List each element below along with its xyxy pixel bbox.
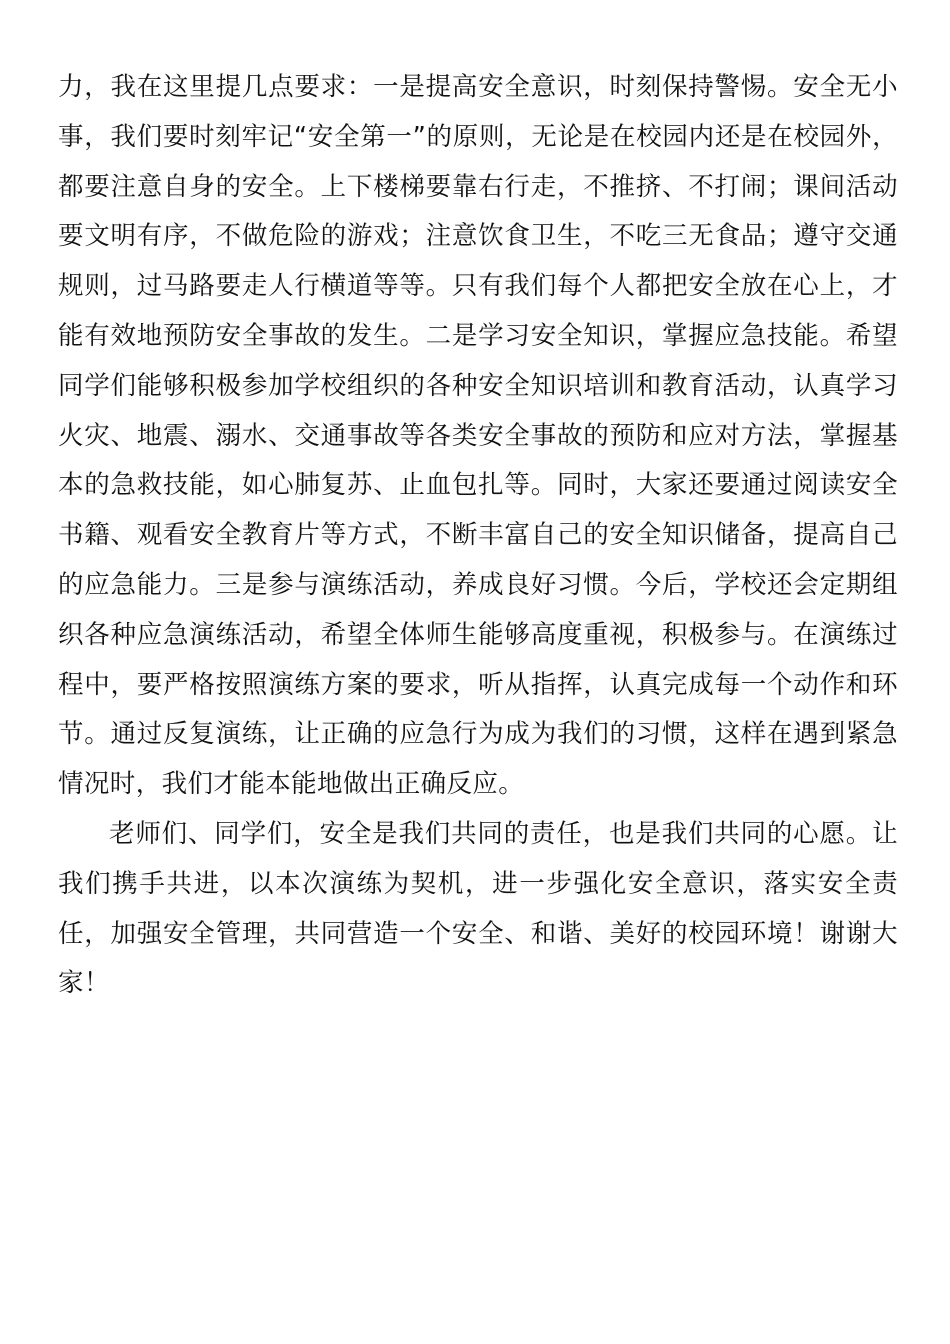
paragraph-closing-remarks: 老师们、同学们，安全是我们共同的责任，也是我们共同的心愿。让我们携手共进，以本次演练为契机，进一步强化安全意识，落实安全责任，加强安全管理，共同营造一个安全、和谐、美好的校园环境！谢谢大家！ (58, 818, 898, 999)
document-page (58, 63, 898, 1009)
paragraph-safety-requirements: 力，我在这里提几点要求：一是提高安全意识，时刻保持警惕。安全无小事，我们要时刻牢记“安全第一”的原则，无论是在校园内还是在校园外，都要注意自身的安全。上下楼梯要靠右行走，不推挤、不打闹；课间活动要文明有序，不做危险的游戏；注意饮食卫生，不吃三无食品；遵守交通规则，过马路要走人行横道等等。只有我们每个人都把安全放在心上，才能有效地预防安全事故的发生。二是学习安全知识，掌握应急技能。希望同学们能够积极参加学校组织的各种安全知识培训和教育活动，认真学习火灾、地震、溺水、交通事故等各类安全事故的预防和应对方法，掌握基本的急救技能，如心肺复苏、止血包扎等。同时，大家还要通过阅读安全书籍、观看安全教育片等方式，不断丰富自己的安全知识储备，提高自己的应急能力。三是参与演练活动，养成良好习惯。今后，学校还会定期组织各种应急演练活动，希望全体师生能够高度重视，积极参与。在演练过程中，要严格按照演练方案的要求，听从指挥，认真完成每一个动作和环节。通过反复演练，让正确的应急行为成为我们的习惯，这样在遇到紧急情况时，我们才能本能地做出正确反应。 (58, 72, 898, 800)
